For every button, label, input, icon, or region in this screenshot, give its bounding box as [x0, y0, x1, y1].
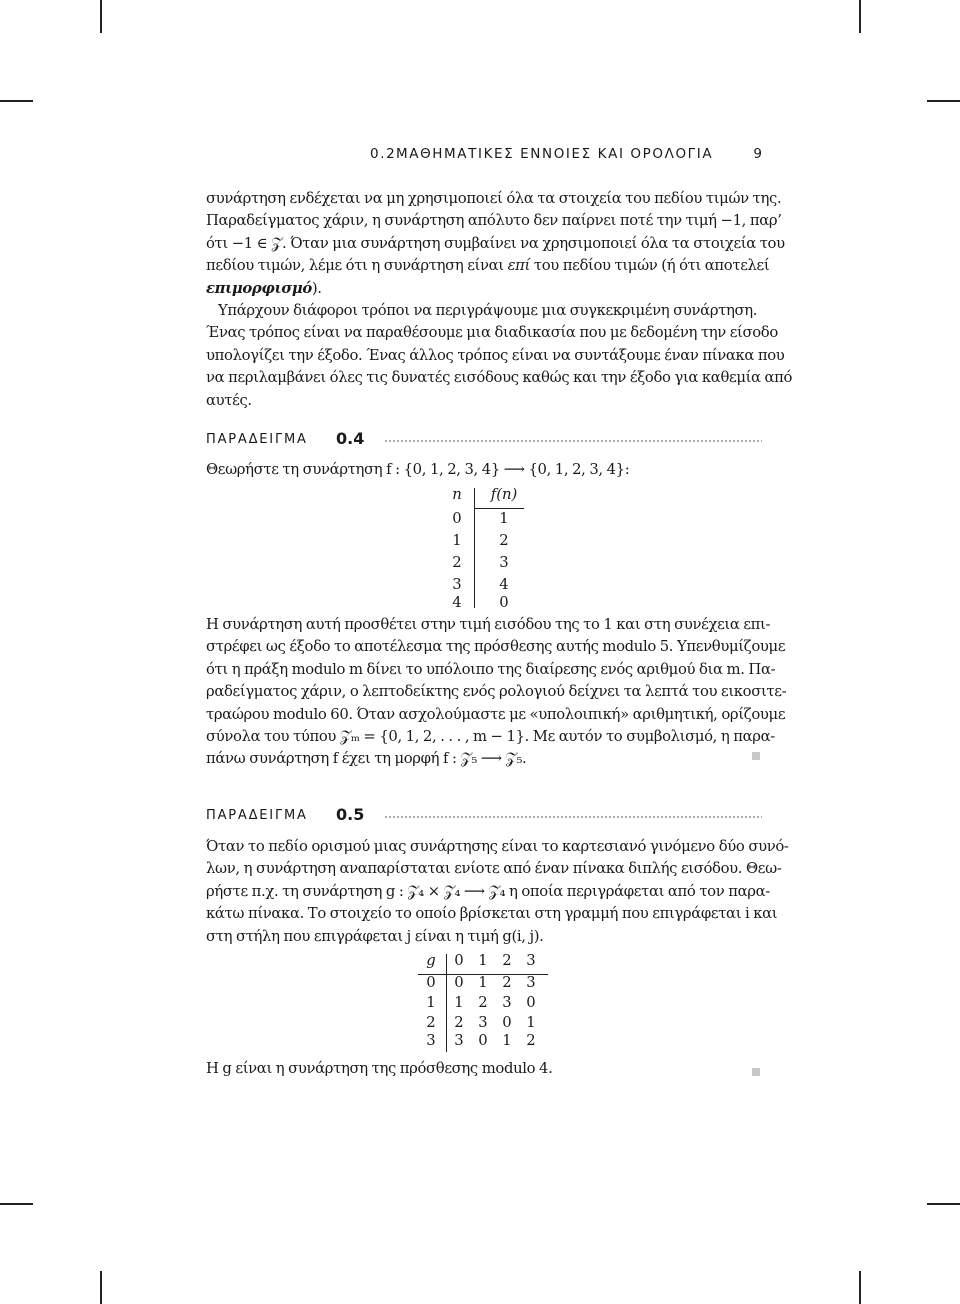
crop-mark — [100, 1271, 102, 1304]
text-line: ότι η πράξη modulo m δίνει το υπόλοιπο της διαίρεσης ενός αριθμού δια m. Πα- — [206, 660, 776, 678]
crop-mark — [859, 1271, 861, 1304]
table-cell: 0 — [478, 1032, 488, 1049]
table-cell: 2 — [454, 1014, 464, 1031]
text-line: ότι −1 ∈ 𝒵. Όταν μια συνάρτηση συμβαίνει να χρησιμοποιεί όλα τα στοιχεία του — [206, 234, 785, 252]
example-number: 0.5 — [336, 805, 365, 824]
intro-paragraph-2 — [206, 300, 793, 412]
table-cell: 0 — [502, 1014, 512, 1031]
table-cell: 1 — [452, 532, 462, 549]
text-line: Η g είναι η συνάρτηση της πρόσθεσης modulo 4. — [206, 1060, 553, 1077]
crop-mark — [100, 0, 102, 33]
end-of-example-mark — [752, 1068, 760, 1076]
text-line: πάνω συνάρτηση f έχει τη μορφή f : 𝒵₅ ⟶ 𝒵₅. — [206, 750, 527, 768]
table-cell: 3 — [526, 974, 536, 991]
text-line: υπολογίζει την έξοδο. Ένας άλλος τρόπος είναι να συντάξουμε έναν πίνακα που — [206, 346, 785, 364]
table-cell: 2 — [478, 994, 488, 1011]
table-rule — [474, 508, 524, 509]
page-number: 9 — [753, 146, 762, 162]
dotted-rule — [384, 815, 762, 819]
table-cell: 0 — [452, 510, 462, 527]
table-cell: 3 — [454, 1032, 464, 1049]
example-closing — [206, 1058, 762, 1080]
table-rule — [446, 954, 447, 1052]
text-line: συνάρτηση ενδέχεται να μη χρησιμοποιεί όλα τα στοιχεία του πεδίου τιμών της. — [206, 190, 782, 207]
table-cell: 1 — [526, 1014, 536, 1031]
defined-term: επιμορφισμό — [206, 279, 312, 297]
table-rule — [474, 488, 475, 608]
table-header: 2 — [426, 1014, 436, 1031]
text-line: Υπάρχουν διάφοροι τρόποι να περιγράψουμε μια συγκεκριμένη συνάρτηση. — [218, 302, 758, 319]
table-cell: 0 — [454, 974, 464, 991]
text-line: Θεωρήστε τη συνάρτηση f : {0, 1, 2, 3, 4} ⟶ {0, 1, 2, 3, 4}: — [206, 461, 630, 478]
table-cell: 1 — [502, 1032, 512, 1049]
table-cell: 3 — [478, 1014, 488, 1031]
example-number: 0.4 — [336, 429, 365, 448]
crop-mark — [927, 1203, 960, 1205]
table-cell: 3 — [499, 554, 509, 571]
text-run: του πεδίου τιμών (ή ότι αποτελεί — [530, 257, 770, 275]
addition-table — [418, 950, 558, 1050]
table-cell: 2 — [502, 974, 512, 991]
table-cell: 1 — [499, 510, 509, 527]
crop-mark — [0, 1203, 33, 1205]
intro-paragraph-1 — [206, 188, 785, 300]
text-run: ). — [311, 279, 322, 297]
table-header: 3 — [526, 952, 536, 969]
text-line — [206, 255, 770, 277]
text-line — [206, 278, 762, 300]
table-corner: g — [426, 952, 436, 969]
table-header: 1 — [426, 994, 436, 1011]
table-header: 0 — [426, 974, 436, 991]
section-number: 0.2 — [370, 146, 397, 162]
table-cell: 0 — [499, 594, 509, 611]
table-cell: 4 — [452, 594, 462, 611]
table-cell: 2 — [526, 1032, 536, 1049]
table-cell: 2 — [499, 532, 509, 549]
text-line: λων, η συνάρτηση αναπαρίσταται ενίοτε από έναν πίνακα διπλής εισόδου. Θεω- — [206, 860, 782, 878]
text-line: αυτές. — [206, 391, 252, 409]
dotted-rule — [384, 439, 762, 443]
crop-mark — [859, 0, 861, 33]
text-run: πεδίου τιμών, λέμε ότι η συνάρτηση είναι — [206, 257, 508, 275]
table-header: 1 — [478, 952, 488, 969]
text-line: ραδείγματος χάριν, ο λεπτοδείκτης ενός ρολογιού δείχνει τα λεπτά του εικοσιτε- — [206, 683, 787, 701]
text-line: Όταν το πεδίο ορισμού μιας συνάρτησης είναι το καρτεσιανό γινόμενο δύο συνό- — [206, 838, 789, 855]
text-line: στρέφει ως έξοδο το αποτέλεσμα της πρόσθεσης αυτής modulo 5. Υπενθυμίζουμε — [206, 638, 786, 656]
crop-mark — [0, 100, 33, 102]
text-line: Παραδείγματος χάριν, η συνάρτηση απόλυτο δεν παίρνει ποτέ την τιμή −1, παρ’ — [206, 212, 782, 230]
table-header: 0 — [454, 952, 464, 969]
table-cell: 1 — [478, 974, 488, 991]
table-cell: 3 — [452, 576, 462, 593]
table-header: f(n) — [490, 486, 518, 503]
table-cell: 1 — [454, 994, 464, 1011]
end-of-example-mark — [752, 752, 760, 760]
text-line: κάτω πίνακα. Το στοιχείο το οποίο βρίσκεται στη γραμμή που επιγράφεται i και — [206, 905, 778, 923]
function-table — [444, 486, 524, 610]
table-cell: 2 — [452, 554, 462, 571]
text-line: ρήστε π.χ. τη συνάρτηση g : 𝒵₄ × 𝒵₄ ⟶ 𝒵₄ η οποία περιγράφεται από τον παρα- — [206, 882, 770, 900]
example-label: ΠΑΡΑΔΕΙΓΜΑ — [206, 432, 308, 447]
table-header: 2 — [502, 952, 512, 969]
example-label: ΠΑΡΑΔΕΙΓΜΑ — [206, 808, 308, 823]
section-title: ΜΑΘΗΜΑΤΙΚΕΣ ΕΝΝΟΙΕΣ ΚΑΙ ΟΡΟΛΟΓΙΑ — [396, 146, 714, 162]
emphasis: επί — [507, 257, 531, 275]
text-line: Η συνάρτηση αυτή προσθέτει στην τιμή εισόδου της το 1 και στη συνέχεια επι- — [206, 616, 771, 633]
table-cell: 4 — [499, 576, 509, 593]
text-line: σύνολα του τύπου 𝒵ₘ = {0, 1, 2, . . . , m − 1}. Με αυτόν το συμβολισμό, η παρα- — [206, 728, 775, 746]
table-header: n — [452, 486, 462, 503]
crop-mark — [927, 100, 960, 102]
table-cell: 0 — [526, 994, 536, 1011]
text-line: τραώρου modulo 60. Όταν ασχολούμαστε με «υπολοιπική» αριθμητική, ορίζουμε — [206, 705, 786, 723]
example-heading — [206, 430, 762, 448]
text-line: στη στήλη που επιγράφεται j είναι η τιμή g(i, j). — [206, 927, 544, 945]
table-cell: 3 — [502, 994, 512, 1011]
table-header: 3 — [426, 1032, 436, 1049]
example-explanation — [206, 614, 787, 771]
example-heading — [206, 806, 762, 824]
example-statement — [206, 459, 762, 481]
text-line: να περιλαμβάνει όλες τις δυνατές εισόδους καθώς και την έξοδο για καθεμία από — [206, 369, 793, 387]
text-line: Ένας τρόπος είναι να παραθέσουμε μια διαδικασία που με δεδομένη την είσοδο — [206, 324, 778, 342]
example-explanation — [206, 836, 789, 948]
